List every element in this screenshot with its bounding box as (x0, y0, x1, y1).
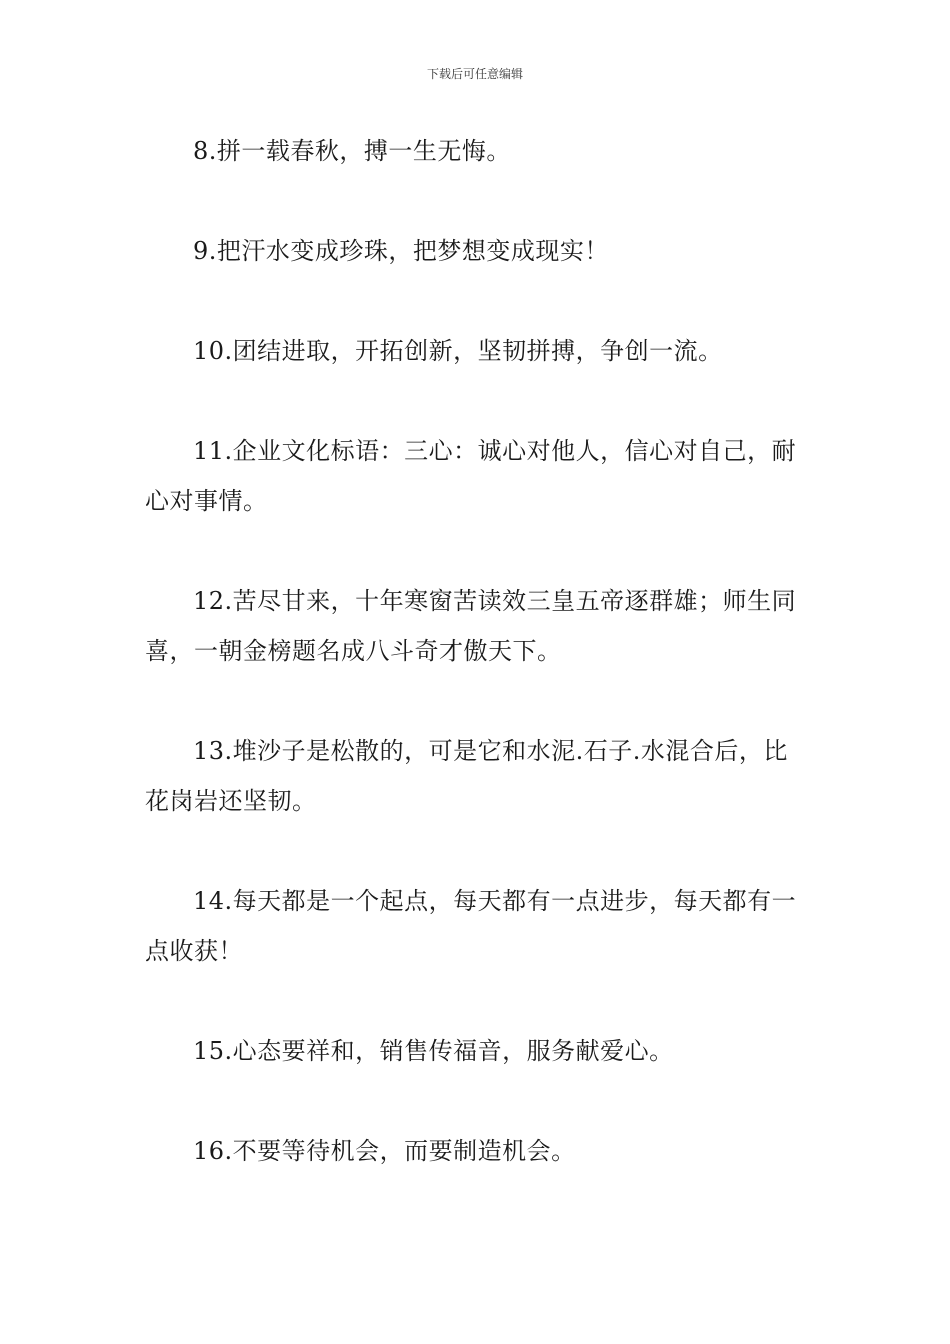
paragraph-11: 11.企业文化标语：三心：诚心对他人，信心对自己，耐心对事情。 (145, 437, 797, 515)
paragraph-10: 10.团结进取，开拓创新，坚韧拼搏，争创一流。 (193, 337, 723, 365)
paragraph-13: 13.堆沙子是松散的，可是它和水泥.石子.水混合后，比花岗岩还坚韧。 (145, 737, 788, 815)
paragraph-12: 12.苦尽甘来，十年寒窗苦读效三皇五帝逐群雄；师生同喜，一朝金榜题名成八斗奇才傲天下。 (145, 587, 797, 665)
paragraph-16: 16.不要等待机会，而要制造机会。 (193, 1137, 576, 1165)
page-header: 下载后可任意编辑 (426, 67, 523, 81)
paragraph-9: 9.把汗水变成珍珠，把梦想变成现实！ (193, 237, 609, 265)
paragraph-15: 15.心态要祥和，销售传福音，服务献爱心。 (193, 1037, 674, 1065)
paragraph-8: 8.拼一载春秋，搏一生无悔。 (193, 137, 511, 165)
document-body (145, 126, 810, 1226)
paragraph-14: 14.每天都是一个起点，每天都有一点进步，每天都有一点收获！ (145, 887, 797, 965)
